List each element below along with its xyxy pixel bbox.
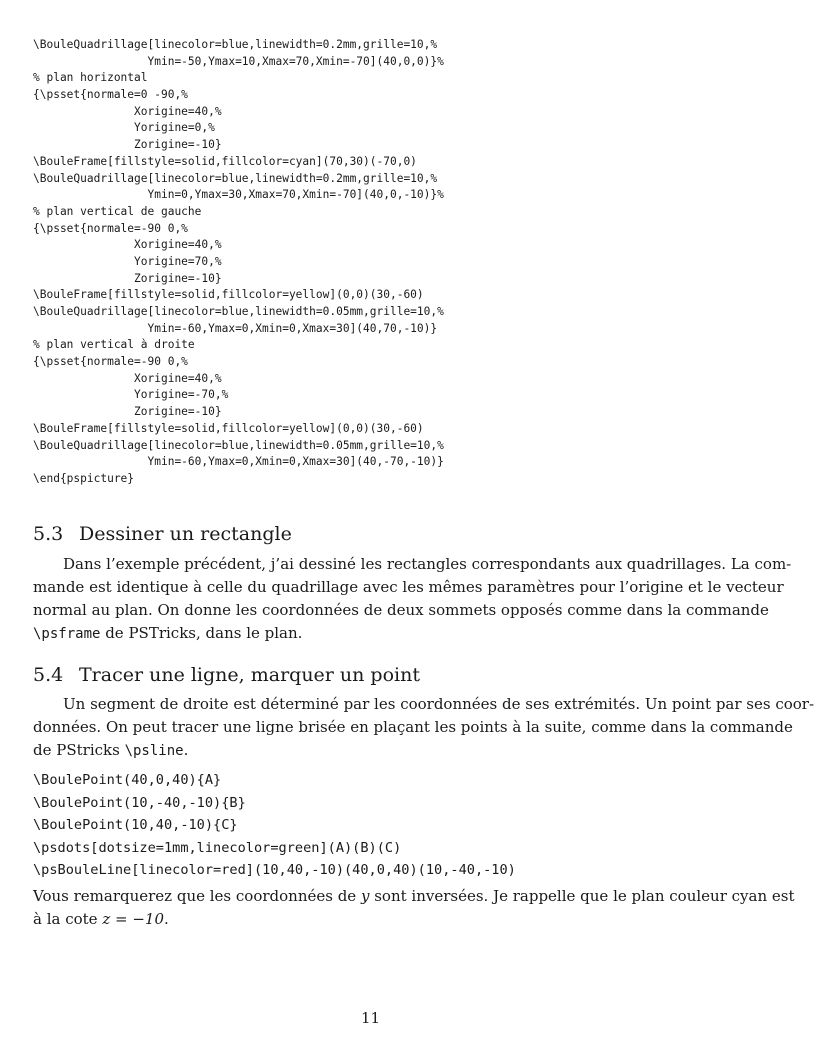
- paragraph-line: [33, 739, 709, 763]
- code-line: Zorigine=-10}: [33, 271, 222, 285]
- code-line: Yorigine=0,%: [33, 121, 215, 135]
- code-line: Xorigine=40,%: [33, 238, 222, 252]
- code-line: Ymin=-60,Ymax=0,Xmin=0,Xmax=30](40,-70,-10)}: [33, 455, 444, 469]
- code-line: \BouleQuadrillage[linecolor=blue,linewidth=0.2mm,grille=10,%: [33, 171, 438, 185]
- math-variable-y: y: [360, 887, 370, 905]
- inline-text: .: [183, 741, 189, 759]
- code-line: \BoulePoint(10,-40,-10){B}: [33, 794, 246, 811]
- code-line: Yorigine=70,%: [33, 254, 222, 268]
- code-line: \BouleFrame[fillstyle=solid,fillcolor=cyan](70,30)(-70,0): [33, 154, 417, 168]
- paragraph-line: [33, 622, 709, 646]
- inline-text: de PStricks: [33, 741, 125, 759]
- code-line: Ymin=-60,Ymax=0,Xmin=0,Xmax=30](40,70,-10)}: [33, 321, 438, 335]
- code-line: Xorigine=40,%: [33, 371, 222, 385]
- section-heading-5-4: [33, 664, 420, 686]
- inline-code-psline: \psline: [124, 743, 184, 759]
- code-line: % plan vertical à droite: [33, 338, 195, 352]
- code-line: Zorigine=-10}: [33, 138, 222, 152]
- paragraph-line-point: [33, 693, 814, 763]
- code-line: Zorigine=-10}: [33, 405, 222, 419]
- code-listing-boulepoint: [33, 769, 516, 882]
- inline-text: .: [164, 910, 169, 928]
- code-line: \BouleFrame[fillstyle=solid,fillcolor=yellow](0,0)(30,-60): [33, 288, 424, 302]
- code-listing-pspicture: [33, 37, 444, 488]
- inline-text: de PSTricks, dans le plan.: [100, 624, 303, 642]
- paragraph-line: Dans l’exemple précédent, j’ai dessiné les rectangles correspondants aux quadrillages. La com-: [63, 555, 792, 573]
- paragraph-line: [33, 908, 709, 931]
- inline-text: Vous remarquerez que les coordonnées de: [33, 887, 361, 905]
- section-title: Tracer une ligne, marquer un point: [79, 664, 420, 686]
- paragraph-line: Un segment de droite est déterminé par les coordonnées de ses extrémités. Un point par ses coor-: [63, 695, 814, 713]
- inline-text: sont inversées. Je rappelle que le plan couleur cyan est: [369, 887, 795, 905]
- code-line: \BoulePoint(10,40,-10){C}: [33, 817, 238, 833]
- code-line: Ymin=0,Ymax=30,Xmax=70,Xmin=-70](40,0,-10)}%: [33, 188, 444, 202]
- paragraph-closing: [33, 885, 795, 931]
- code-line: {\psset{normale=-90 0,%: [33, 221, 188, 235]
- code-line: {\psset{normale=0 -90,%: [33, 88, 188, 102]
- code-line: Ymin=-50,Ymax=10,Xmax=70,Xmin=-70](40,0,0)}%: [33, 54, 444, 68]
- code-line: \BoulePoint(40,0,40){A}: [33, 772, 222, 788]
- page-number: 11: [360, 1009, 381, 1027]
- inline-text: à la cote: [33, 910, 103, 928]
- code-line: \end{pspicture}: [33, 471, 135, 485]
- paragraph-rectangle: [33, 553, 792, 646]
- paragraph-line: mande est identique à celle du quadrillage avec les mêmes paramètres pour l’origine et le vecteur: [33, 578, 784, 596]
- code-line: % plan vertical de gauche: [33, 204, 202, 218]
- code-line: \psdots[dotsize=1mm,linecolor=green](A)(B)(C): [33, 839, 402, 856]
- paragraph-line: données. On peut tracer une ligne brisée en plaçant les points à la suite, comme dans la commande: [33, 718, 793, 736]
- code-line: {\psset{normale=-90 0,%: [33, 355, 188, 369]
- math-equation: z = −10: [102, 910, 164, 928]
- code-line: \BouleFrame[fillstyle=solid,fillcolor=yellow](0,0)(30,-60): [33, 421, 424, 435]
- code-line: % plan horizontal: [33, 71, 148, 85]
- inline-code-psframe: \psframe: [33, 626, 101, 642]
- code-line: Yorigine=-70,%: [33, 388, 229, 402]
- code-line: \psBouleLine[linecolor=red](10,40,-10)(40,0,40)(10,-40,-10): [33, 862, 516, 878]
- section-number: 5.4: [33, 664, 64, 686]
- paragraph-line: normal au plan. On donne les coordonnées de deux sommets opposés comme dans la commande: [33, 601, 769, 619]
- code-line: \BouleQuadrillage[linecolor=blue,linewidth=0.2mm,grille=10,%: [33, 38, 438, 51]
- section-heading-5-3: [33, 523, 292, 545]
- section-number: 5.3: [33, 523, 64, 545]
- code-line: \BouleQuadrillage[linecolor=blue,linewidth=0.05mm,grille=10,%: [33, 438, 444, 452]
- section-title: Dessiner un rectangle: [79, 523, 292, 545]
- code-line: \BouleQuadrillage[linecolor=blue,linewidth=0.05mm,grille=10,%: [33, 305, 444, 318]
- code-line: Xorigine=40,%: [33, 104, 222, 118]
- paragraph-line: [33, 885, 795, 908]
